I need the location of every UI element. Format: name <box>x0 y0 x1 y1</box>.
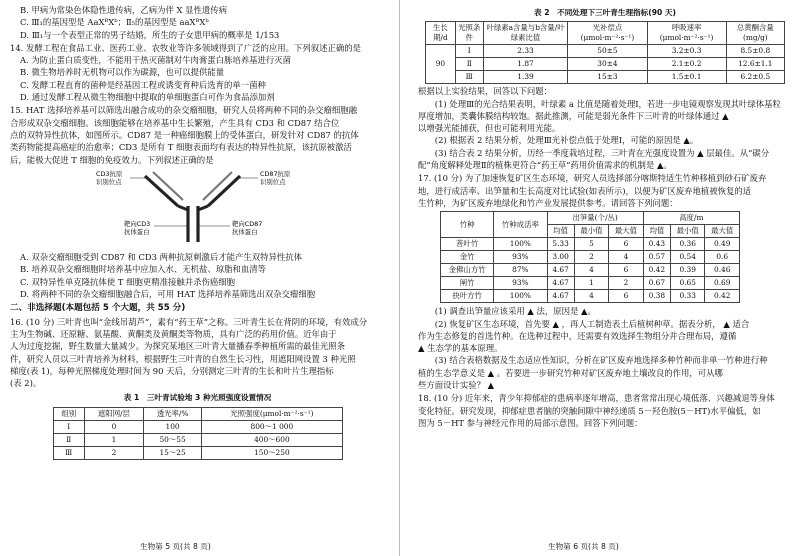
table-cell: 0.57 <box>643 251 670 264</box>
table-row <box>53 420 342 433</box>
table-cell: 150～250 <box>202 446 342 459</box>
table-cell: 1.87 <box>483 58 568 71</box>
table-cell: 2.33 <box>483 45 568 58</box>
table-header: 光补偿点(μmol·m⁻²·s⁻¹) <box>568 22 647 45</box>
table-cell: 菩叶竹 <box>441 238 494 251</box>
table-cell: 93% <box>494 277 547 290</box>
table-cell: 0.39 <box>670 264 705 277</box>
question-14-option: A. 为防止蛋白质变性，不能用干热灭菌制对牛肉膏蛋白胨培养基进行灭菌 <box>20 55 291 66</box>
table-subheader: 最小值 <box>670 225 705 238</box>
table-cell: 1.39 <box>483 71 568 84</box>
question-15-stem: 后，能极大促进 T 细胞的免疫效力。下列叙述正确的是 <box>10 154 214 165</box>
table-cell: 400～600 <box>202 433 342 446</box>
table-cell: Ⅱ <box>455 58 483 71</box>
table-cell: 4.67 <box>547 264 574 277</box>
figure-label-cd3-site: 识别位点 <box>96 177 122 186</box>
table-header: 生长期/d <box>426 22 456 45</box>
question-18-text: 图为 5－HT 参与神经元作用的局部示意图。回答下列问题： <box>418 417 643 428</box>
question-15-stem: 15. HAT 选择培养基可以筛选出融合成功的杂交瘤细胞，研究人员将两种不同的杂交瘤细胞融 <box>10 105 357 116</box>
table-cell: Ⅲ <box>53 446 84 459</box>
question-16-text: 人为过度挖掘，野生数量大量减少。为探究某地区三叶青大量播春季种植所需的最佳光照条 <box>10 341 345 352</box>
table-row <box>441 277 740 290</box>
question-16-text: 主为生物碱、还原糖、氨基酸、黄酮类及黄酮类等物质，具有广泛的药用价值。近年由于 <box>10 328 337 339</box>
table-row <box>441 238 740 251</box>
table-cell: Ⅰ <box>53 420 84 433</box>
answer-blank: ▲ <box>722 110 729 121</box>
table-cell: 93% <box>494 251 547 264</box>
table-cell: 0.42 <box>705 290 740 303</box>
option-line: D. Ⅲ₁与一个表型正常的男子结婚，所生的子女患甲病的概率是 1/153 <box>20 29 280 40</box>
table-cell: 6 <box>609 238 644 251</box>
answer-blank: ▲ <box>656 160 664 171</box>
option-line: B. 甲病为常染色体隐性遗传病，乙病为伴 X 显性遗传病 <box>20 5 228 15</box>
question-17-part: 植的生态学意义是 ▲ 。若要进一步研究竹种对矿区废弃地土壤改良的作用，可从哪 <box>418 367 723 378</box>
table-cell: Ⅲ <box>455 71 483 84</box>
question-15-stem: 合形成双杂交瘤细胞。该细胞能够在培养基中生长繁殖，产生具有 CD3 和 CD87 结合位 <box>10 117 340 128</box>
table-cell: 87% <box>494 264 547 277</box>
table-2-title: 表 2 不同处理下三叶青生理指标(90 天) <box>534 8 676 17</box>
table-cell: 6 <box>609 290 644 303</box>
answer-blank: ▲ <box>527 306 534 317</box>
table-cell: 0.54 <box>670 251 705 264</box>
question-15-option: D. 将两种不同的杂交瘤细胞融合后，可用 HAT 选择培养基筛选出双杂交瘤细胞 <box>20 289 316 300</box>
table-header: 呼吸速率(μmol·m⁻²·s⁻¹) <box>647 22 726 45</box>
table-2 <box>425 21 785 84</box>
table-cell: 0.36 <box>670 238 705 251</box>
table-cell: 0.33 <box>670 290 705 303</box>
figure-label-cd3-site: CD3抗原 <box>96 169 123 178</box>
question-18-text: 18. (10 分) 近年来，青少年抑郁症的患病率逐年增高，患者常常出现心境低落、兴趣减退等身体 <box>418 393 775 404</box>
page-footer-right: 生物第 6 页(共 8 页) <box>548 542 619 551</box>
table-cell: 2.1±0.2 <box>647 58 726 71</box>
question-16-part: (3) 结合表 2 结果分析，历经一季度栽培过程，三叶青在光强度设置为 ▲ 层最佳。从“碳分 <box>434 147 770 158</box>
question-17-part: ▲ 生态学的基本原理。 <box>418 343 503 354</box>
table-cell: 3.00 <box>547 251 574 264</box>
table-row <box>53 433 342 446</box>
question-17-part: 些方面设计实验？ ▲ <box>418 380 495 391</box>
table-cell: 0.69 <box>705 277 740 290</box>
table-cell: 0.49 <box>705 238 740 251</box>
table-cell: 0 <box>84 420 143 433</box>
table-cell: 金佛山方竹 <box>441 264 494 277</box>
table-cell: 0.43 <box>643 238 670 251</box>
question-15-stem: 类药物能提高癌症的治愈率；CD3 是所有 T 细胞表面均有表达的特异性抗原，该抗原被激活 <box>10 142 352 153</box>
answer-blank: ▲ <box>418 343 425 354</box>
question-15-stem: 点的双特异性抗体，如图所示。CD87 是一种癌细胞膜上的受体蛋白，研发针对 CD87 的抗体 <box>10 129 359 140</box>
table-header: 遮阳网/层 <box>84 407 143 420</box>
table-cell: 100% <box>494 290 547 303</box>
table-cell: 1 <box>84 433 143 446</box>
table-cell: 100 <box>143 420 201 433</box>
table-row <box>426 71 785 84</box>
question-14-stem: 14. 发酵工程在食品工业、医药工业、农牧业等许多领域得到了广泛的应用。下列叙述正确的是 <box>10 42 361 53</box>
table-cell: 3.2±0.3 <box>647 45 726 58</box>
table-header: 总黄酮含量(mg/g) <box>726 22 784 45</box>
table-cell: 1.5±0.1 <box>647 71 726 84</box>
question-17-part: 作为生态修复的首选竹种。在选种过程中，还需要有效选择生物组分并合理布局，遵循 <box>418 330 737 341</box>
table-cell: 15±3 <box>568 71 647 84</box>
table-cell: 0.42 <box>643 264 670 277</box>
table-cell: 金竹 <box>441 251 494 264</box>
table-row <box>441 290 740 303</box>
table-header: 叶绿素a含量与b含量/叶绿素比值 <box>483 22 568 45</box>
table-cell: 0.38 <box>643 290 670 303</box>
table-cell: 抉叶方竹 <box>441 290 494 303</box>
table-cell: 0.46 <box>705 264 740 277</box>
section-heading: 二、非选择题(本题包括 5 个大题，共 55 分) <box>10 303 186 314</box>
table-cell-period: 90 <box>426 45 456 84</box>
table-cell: Ⅰ <box>455 45 483 58</box>
table-cell: 6 <box>609 264 644 277</box>
question-14-option: B. 微生物培养时无机物可以作为碳源，也可以提供能量 <box>20 67 225 78</box>
table-header: 透光率/% <box>143 407 201 420</box>
question-17-part: (3) 结合表格数据及生态适应性知识，分析在矿区废弃地选择多种竹种而非单一竹种进行种 <box>434 355 768 366</box>
question-16-part: 以增强光能捕获，但也可能利用光能。 <box>418 123 561 134</box>
table-cell: 800～1 000 <box>202 420 342 433</box>
table-cell: 8.5±0.8 <box>726 45 784 58</box>
question-14-option: C. 发酵工程直育的菌种是经基因工程或诱变育种后选育的单一菌种 <box>20 79 266 90</box>
table-cell: 0.67 <box>643 277 670 290</box>
table-cell: 阐竹 <box>441 277 494 290</box>
option-line: C. Ⅲ₁的基因型是 AaXᴮXᵇ；Ⅱ₅的基因型是 aaXᴮXᵇ <box>20 17 209 28</box>
question-15-option: B. 培养双杂交瘤细胞时培养基中应加入水、无机盐、琼脂和血清等 <box>20 264 266 275</box>
table-subheader: 最大值 <box>609 225 644 238</box>
left-column <box>10 4 385 460</box>
right-column <box>418 4 792 429</box>
table-header: 出笋量(个/丛) <box>547 212 643 225</box>
table-row <box>426 58 785 71</box>
answer-blank: ▲ <box>723 318 730 329</box>
table-1-title: 表 1 三叶青试验地 3 种光照强度设置情况 <box>123 393 272 403</box>
question-16-text: 件，研究人员以三叶青培养为材料，根据野生三叶青的自然生长习性，用遮阳网设置 3 种光照 <box>10 353 356 364</box>
table-subheader: 均值 <box>643 225 670 238</box>
answer-blank: ▲ <box>683 135 690 146</box>
figure-label-cd3-antibody: 靶向CD3 <box>124 219 151 228</box>
table-cell: 4 <box>574 290 609 303</box>
figure-label-cd87-antibody: 抗体蛋白 <box>232 227 258 236</box>
question-14-option: D. 通过发酵工程从微生物细胞中提取的单细胞蛋白可作为食品添加剂 <box>20 92 275 103</box>
table-cell: 2 <box>609 277 644 290</box>
table-header: 竹种成活率 <box>494 212 547 238</box>
question-15-option: C. 双特异性单克隆抗体使 T 细胞更精准接触并杀伤癌细胞 <box>20 276 235 287</box>
question-16-text: (表 2)。 <box>10 378 42 389</box>
question-16-part: 厚度增加，类囊体膜结构较饱。据此推测，可能是弱光条件下三叶青的叶绿体通过 ▲ <box>418 110 729 121</box>
table-cell: 30±4 <box>568 58 647 71</box>
table-cell: 100% <box>494 238 547 251</box>
question-16-part: (2) 根据表 2 结果分析，处理Ⅲ光补偿点低于处理Ⅰ，可能的原因是 ▲。 <box>434 135 699 146</box>
table-cell: 50～55 <box>143 433 201 446</box>
table-header: 竹种 <box>441 212 494 238</box>
figure-label-cd87-site: CD87抗原 <box>260 169 291 178</box>
answer-blank: ▲ <box>697 147 704 158</box>
table-header: 光照条件 <box>455 22 483 45</box>
table-subheader: 最大值 <box>705 225 740 238</box>
table-cell: 2 <box>574 251 609 264</box>
table-subheader: 均值 <box>547 225 574 238</box>
figure-label-cd87-antibody: 靶向CD87 <box>232 219 263 228</box>
table-row <box>441 251 740 264</box>
table-cell: 5 <box>574 238 609 251</box>
table-subheader: 最小值 <box>574 225 609 238</box>
table-cell: Ⅱ <box>53 433 84 446</box>
answer-blank: ▲ <box>552 318 559 329</box>
question-17-text: 17. (10 分) 为了加速恢复矿区生态环境，研究人员选择部分喀斯特适生竹种移植到砂石矿废弃 <box>418 173 767 184</box>
page-footer-left: 生物第 5 页(共 8 页) <box>140 542 211 551</box>
table-cell: 4 <box>609 251 644 264</box>
answer-blank: ▲ <box>581 306 588 317</box>
question-17-text: 生竹种，为矿区废弃地绿化和竹产业发展提供参考。请回答下列问题： <box>418 197 678 208</box>
table-cell: 0.6 <box>705 251 740 264</box>
table-cell: 5.33 <box>547 238 574 251</box>
figure-label-cd3-antibody: 抗体蛋白 <box>124 227 150 236</box>
question-16-text: 16. (10 分) 三叶青也叫“金线吊葫芦”，素有“药王草”之称。三叶青生长在背阴的环境，有效成分 <box>10 316 368 327</box>
table-cell: 50±5 <box>568 45 647 58</box>
question-15-option: A. 双杂交瘤细胞受到 CD87 和 CD3 两种抗原刺激后才能产生双特异性抗体 <box>20 252 302 263</box>
table-cell: 1 <box>574 277 609 290</box>
figure-label-cd87-site: 识别位点 <box>260 177 286 186</box>
answer-blank: ▲ <box>487 367 495 378</box>
table-3 <box>440 211 740 303</box>
table-row <box>53 446 342 459</box>
answer-blank: ▲ <box>487 380 495 391</box>
table-row <box>441 264 740 277</box>
table-header: 光照强度(μmol·m⁻²·s⁻¹) <box>202 407 342 420</box>
table-cell: 4.67 <box>547 277 574 290</box>
question-16-continued: 根据以上实验结果，回答以下问题： <box>418 86 552 97</box>
table-cell: 12.6±1.1 <box>726 58 784 71</box>
table-header: 组别 <box>53 407 84 420</box>
table-cell: 0.65 <box>670 277 705 290</box>
table-header: 高度/m <box>643 212 739 225</box>
question-17-part: (2) 恢复矿区生态环境，首先要 ▲ ，再人工制造表土后植树种草。据表分析， ▲ 适合 <box>434 318 750 329</box>
table-row <box>426 45 785 58</box>
table-cell: 2 <box>84 446 143 459</box>
page-divider <box>399 0 400 556</box>
table-1 <box>53 407 343 460</box>
question-16-part: 配”角度解释处理Ⅱ的植株更符合“药王草”药用价值需求的机制是 ▲。 <box>418 160 672 171</box>
table-cell: 15～25 <box>143 446 201 459</box>
question-17-part: (1) 调查出笋量应该采用 ▲ 法，原因是 ▲。 <box>434 306 596 317</box>
question-16-text: 梯度(表 1)，每种光照梯度处理时间为 90 天后，分别测定三叶青的生长和叶片生理指标 <box>10 365 334 376</box>
table-cell: 6.2±0.5 <box>726 71 784 84</box>
question-16-part: (1) 处理Ⅲ的光合结果表明，叶绿素 a 比值是随着处理Ⅰ，若进一步电镜观察发现其叶绿体基粒 <box>434 98 781 109</box>
bispecific-antibody-figure <box>90 168 300 246</box>
question-17-text: 地，进行成活率、出笋量和生长高度对比试验(如表所示)，以便为矿区废弃地植被恢复的适 <box>418 185 752 196</box>
table-cell: 4 <box>574 264 609 277</box>
question-18-text: 变化特征。研究发现，抑郁症患者脑的突触间隙中神经递质 5－羟色胺(5－HT)水平偏低，如 <box>418 405 761 416</box>
table-cell: 4.67 <box>547 290 574 303</box>
